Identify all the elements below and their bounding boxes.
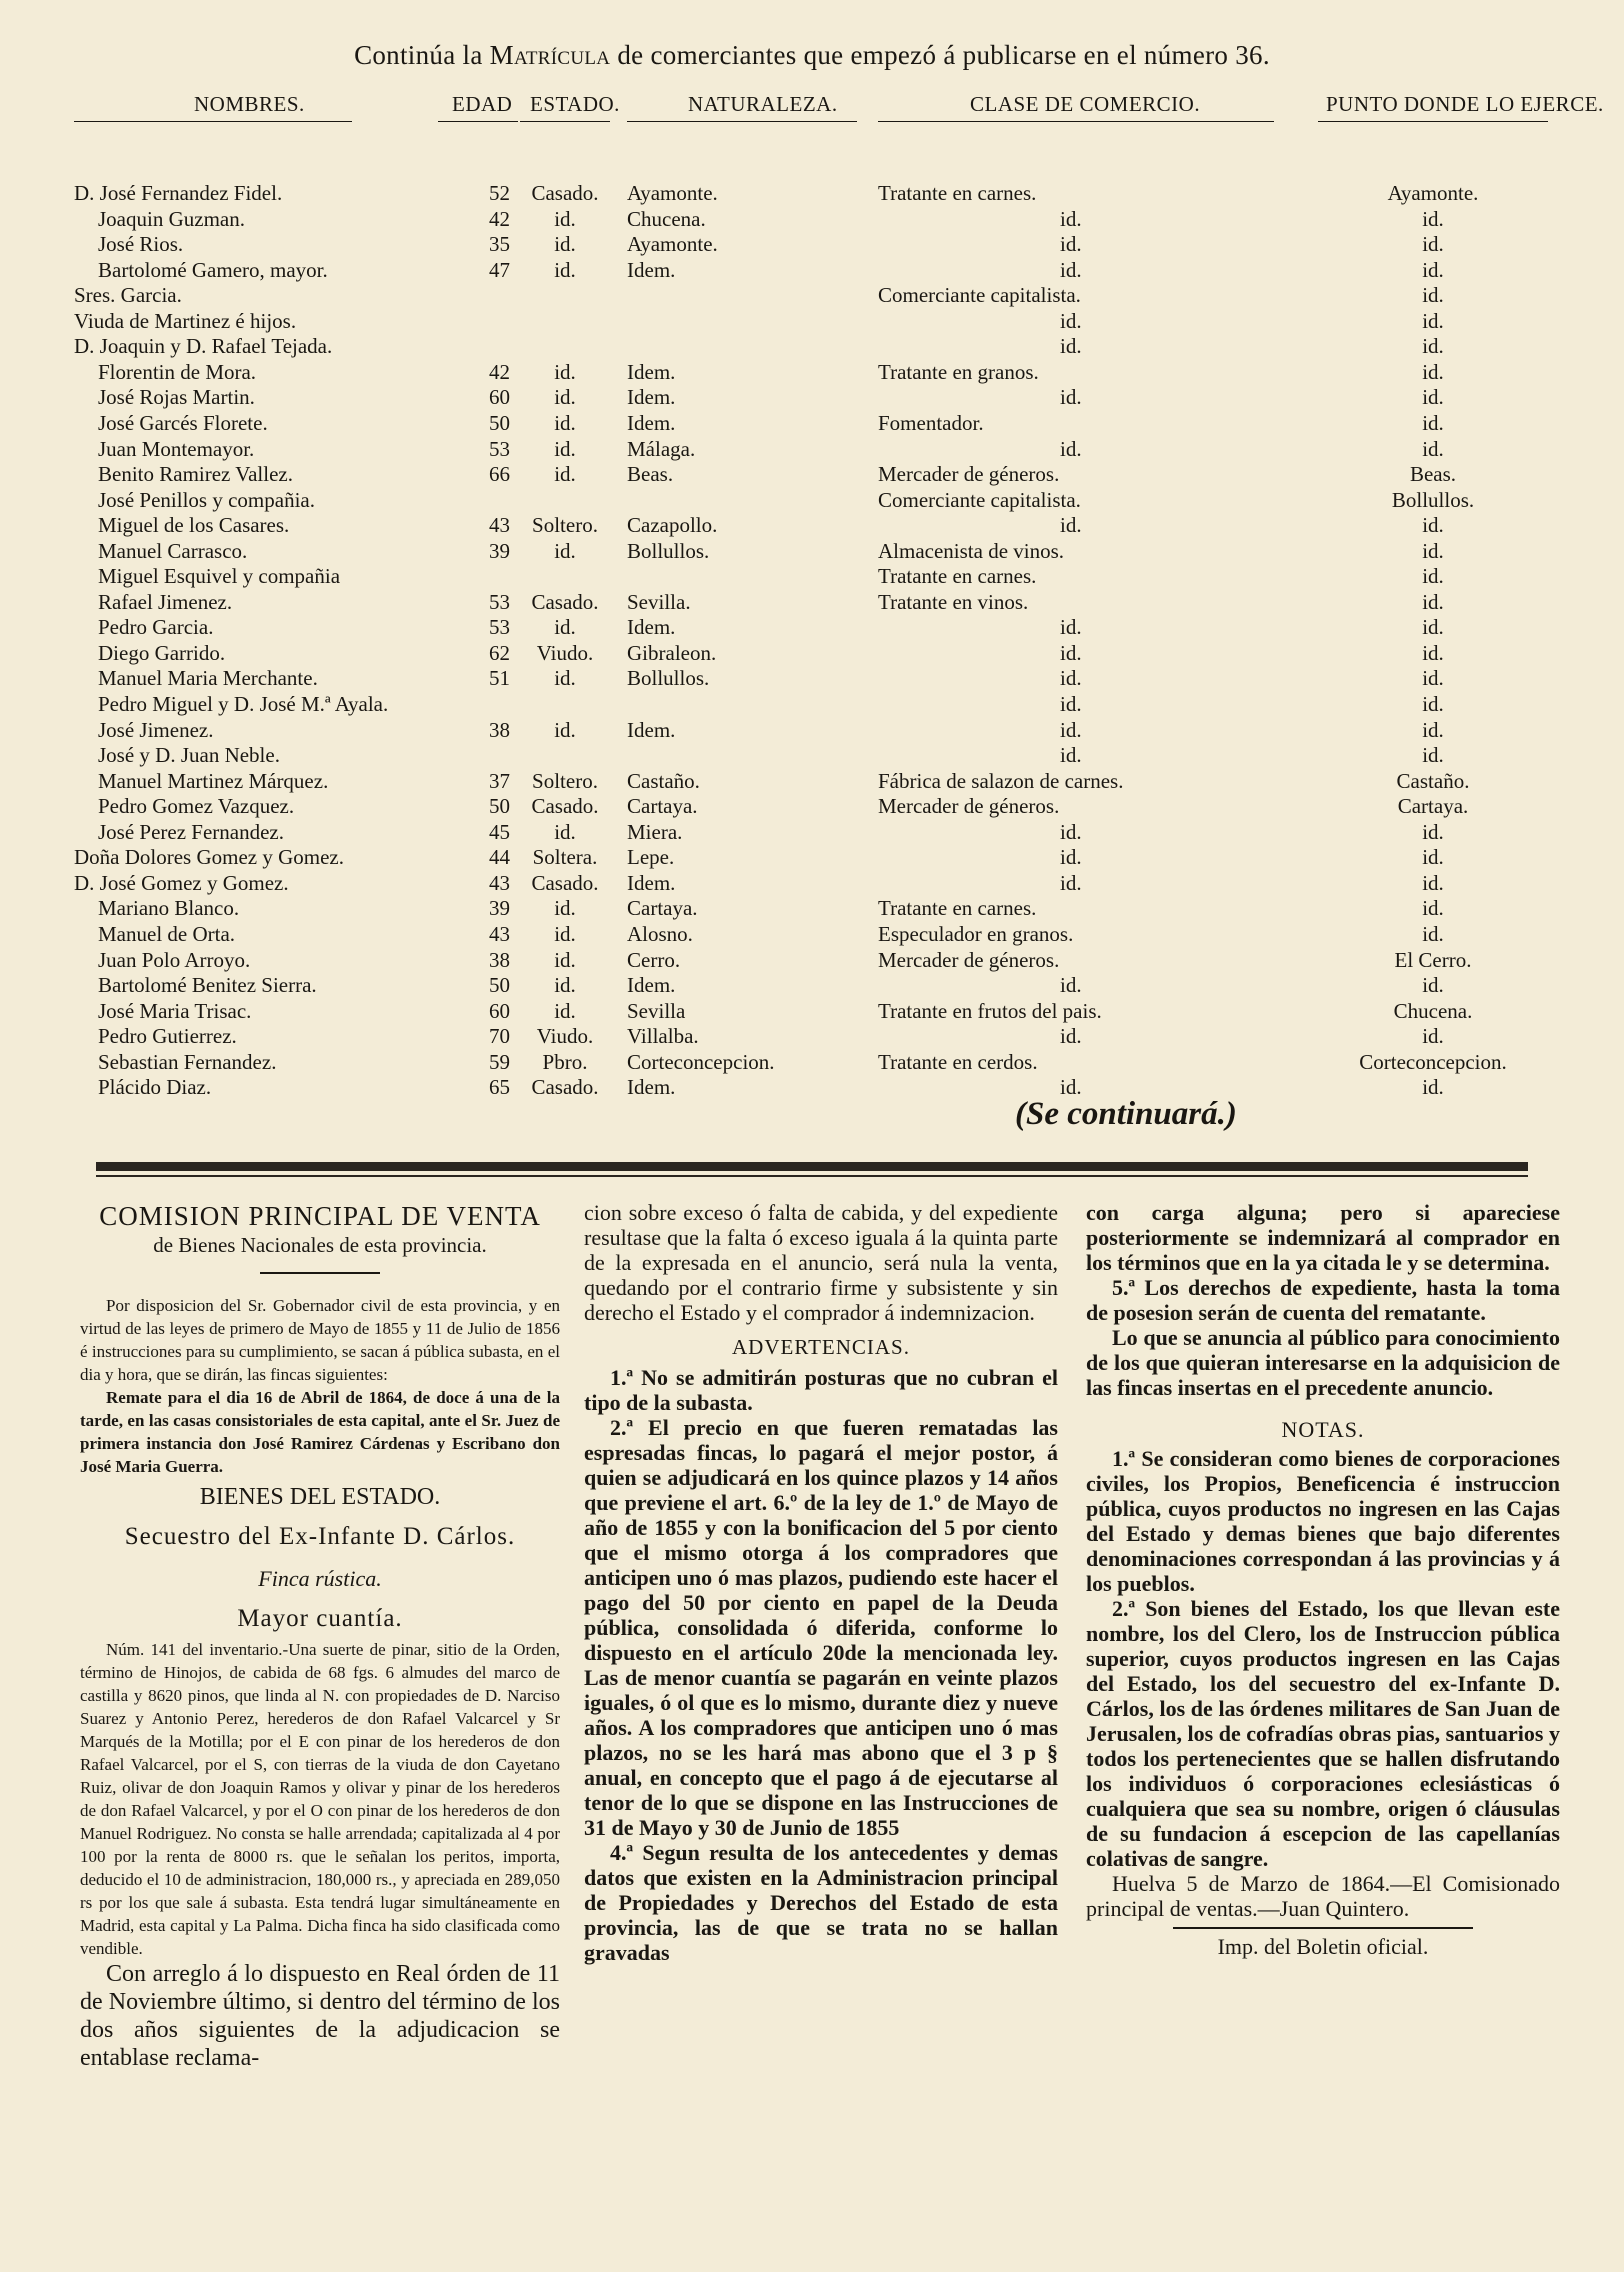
- table-row: [0, 895, 1624, 921]
- cell-naturaleza: Ayamonte.: [627, 232, 718, 256]
- cell-punto: id.: [1422, 820, 1444, 844]
- cell-edad: 42: [489, 360, 510, 384]
- cell-nombre: Pedro Miguel y D. José M.ª Ayala.: [98, 692, 389, 716]
- cell-nombre: Miguel Esquivel y compañia: [98, 564, 341, 588]
- cell-edad: 39: [489, 539, 510, 563]
- table-row: [0, 538, 1624, 564]
- cell-nombre: Manuel Carrasco.: [98, 539, 248, 563]
- cell-edad: 66: [489, 462, 510, 486]
- cell-naturaleza: Málaga.: [627, 437, 696, 461]
- cell-clase: id.: [1060, 615, 1082, 639]
- table-row: [0, 180, 1624, 206]
- cell-estado: Soltero.: [532, 769, 598, 793]
- table-row: [0, 640, 1624, 666]
- cell-nombre: Doña Dolores Gomez y Gomez.: [74, 845, 345, 869]
- cell-estado: id.: [554, 666, 576, 690]
- cell-nombre: Bartolomé Gamero, mayor.: [98, 258, 328, 282]
- cell-edad: 52: [489, 181, 510, 205]
- cell-edad: 37: [489, 769, 510, 793]
- cell-clase: id.: [1060, 334, 1082, 358]
- cell-clase: id.: [1060, 666, 1082, 690]
- cell-edad: 43: [489, 871, 510, 895]
- cell-clase: Comerciante capitalista.: [878, 283, 1081, 307]
- header-clase: CLASE DE COMERCIO.: [970, 92, 1201, 116]
- cell-edad: 62: [489, 641, 510, 665]
- cell-edad: 39: [489, 896, 510, 920]
- cell-edad: 65: [489, 1075, 510, 1099]
- cell-naturaleza: Corteconcepcion.: [627, 1050, 775, 1074]
- table-row: [0, 870, 1624, 896]
- cell-naturaleza: Miera.: [627, 820, 683, 844]
- cell-clase: Tratante en carnes.: [878, 896, 1037, 920]
- cell-edad: 53: [489, 590, 510, 614]
- table-row: [0, 1074, 1624, 1100]
- cell-clase: id.: [1060, 871, 1082, 895]
- cell-punto: id.: [1422, 360, 1444, 384]
- cell-clase: Almacenista de vinos.: [878, 539, 1065, 563]
- cell-estado: id.: [554, 948, 576, 972]
- cell-punto: id.: [1422, 666, 1444, 690]
- cell-punto: id.: [1422, 411, 1444, 435]
- cell-clase: Mercader de géneros.: [878, 462, 1060, 486]
- cell-clase: id.: [1060, 1075, 1082, 1099]
- table-row: [0, 512, 1624, 538]
- cell-clase: id.: [1060, 743, 1082, 767]
- table-row: [0, 717, 1624, 743]
- page-title: Continúa la Matrícula de comerciantes que empezó á publicarse en el número 36.: [354, 40, 1270, 70]
- cell-punto: id.: [1422, 539, 1444, 563]
- header-nombres: NOMBRES.: [194, 92, 305, 116]
- cell-clase: id.: [1060, 385, 1082, 409]
- cell-estado: Pbro.: [542, 1050, 588, 1074]
- cell-naturaleza: Cazapollo.: [627, 513, 718, 537]
- cell-punto: id.: [1422, 692, 1444, 716]
- cell-estado: Casado.: [531, 181, 599, 205]
- table-row: [0, 257, 1624, 283]
- remate-paragraph: Remate para el dia 16 de Abril de 1864, de doce á una de la tarde, en las casas consistoriales de esta capital, ante el Sr. Juez de primera instancia don José Ramirez Cárdenas y Escribano don José Maria Guerra.: [80, 1388, 560, 1476]
- cell-nombre: Bartolomé Benitez Sierra.: [98, 973, 317, 997]
- cell-naturaleza: Idem.: [627, 258, 676, 282]
- cell-naturaleza: Alosno.: [627, 922, 693, 946]
- cell-naturaleza: Chucena.: [627, 207, 706, 231]
- cell-nombre: Pedro Garcia.: [98, 615, 214, 639]
- table-row: [0, 206, 1624, 232]
- cell-clase: id.: [1060, 845, 1082, 869]
- cell-estado: Casado.: [531, 794, 599, 818]
- cell-punto: id.: [1422, 1024, 1444, 1048]
- cell-estado: id.: [554, 385, 576, 409]
- cell-naturaleza: Idem.: [627, 973, 676, 997]
- header-edad: EDAD: [452, 92, 513, 116]
- cell-punto: id.: [1422, 1075, 1444, 1099]
- column-left: [80, 1200, 560, 2072]
- cell-punto: id.: [1422, 334, 1444, 358]
- cell-clase: id.: [1060, 718, 1082, 742]
- cell-punto: id.: [1422, 207, 1444, 231]
- cell-naturaleza: Lepe.: [627, 845, 675, 869]
- cell-punto: id.: [1422, 309, 1444, 333]
- cell-punto: Castaño.: [1396, 769, 1470, 793]
- cell-estado: id.: [554, 718, 576, 742]
- cell-clase: Especulador en granos.: [878, 922, 1074, 946]
- signature-date: Huelva 5 de Marzo de 1864.—El Comisionado principal de ventas.—Juan Quintero.: [1086, 1871, 1560, 1921]
- table-row: [0, 947, 1624, 973]
- table-row: [0, 589, 1624, 615]
- cell-estado: Viudo.: [536, 641, 594, 665]
- cell-punto: id.: [1422, 718, 1444, 742]
- nota-1: 1.ª Se consideran como bienes de corporaciones civiles, los Propios, Beneficencia é instruccion pública, cuyos productos no ingresen en las Cajas del Estado y demas bienes que bajo diferentes denominaciones correspondan á las provincias y á los pueblos.: [1086, 1446, 1560, 1596]
- cell-estado: Casado.: [531, 590, 599, 614]
- header-naturaleza: NATURALEZA.: [688, 92, 838, 116]
- cell-nombre: Sebastian Fernandez.: [98, 1050, 277, 1074]
- cell-nombre: Florentin de Mora.: [98, 360, 257, 384]
- cell-naturaleza: Idem.: [627, 871, 676, 895]
- arreglo-paragraph: Con arreglo á lo dispuesto en Real órden de 11 de Noviembre último, si dentro del término de los dos años siguientes de la adjudicacion se entablase reclama-: [80, 1961, 560, 2071]
- cell-edad: 38: [489, 948, 510, 972]
- cell-estado: Casado.: [531, 1075, 599, 1099]
- table-row: [0, 742, 1624, 768]
- cell-nombre: José Jimenez.: [98, 718, 214, 742]
- cell-clase: id.: [1060, 258, 1082, 282]
- cell-estado: id.: [554, 437, 576, 461]
- cell-punto: id.: [1422, 283, 1444, 307]
- notas-heading: NOTAS.: [1281, 1417, 1365, 1442]
- cell-nombre: D. José Gomez y Gomez.: [74, 871, 289, 895]
- header-rule: [627, 121, 857, 122]
- cell-estado: id.: [554, 973, 576, 997]
- table-row: [0, 461, 1624, 487]
- cell-clase: Comerciante capitalista.: [878, 488, 1081, 512]
- cell-punto: id.: [1422, 922, 1444, 946]
- table-row: [0, 1023, 1624, 1049]
- cell-punto: Cartaya.: [1397, 794, 1469, 818]
- cell-nombre: Benito Ramirez Vallez.: [98, 462, 293, 486]
- cell-naturaleza: Idem.: [627, 411, 676, 435]
- cell-edad: 50: [489, 411, 510, 435]
- cell-punto: id.: [1422, 743, 1444, 767]
- cell-naturaleza: Sevilla: [627, 999, 686, 1023]
- cuantia-heading: Mayor cuantía.: [237, 1605, 403, 1632]
- table-row: [0, 819, 1624, 845]
- cell-punto: id.: [1422, 845, 1444, 869]
- table-row: [0, 563, 1624, 589]
- cell-naturaleza: Idem.: [627, 1075, 676, 1099]
- advertencia-4: 4.ª Segun resulta de los antecedentes y demas datos que existen en la Administracion principal de Propiedades y Derechos del Estado de esta provincia, las de que se trata no se hallan gravadas: [584, 1840, 1058, 1965]
- cell-clase: Mercader de géneros.: [878, 794, 1060, 818]
- cell-clase: id.: [1060, 820, 1082, 844]
- header-rule: [438, 121, 518, 122]
- table-row: [0, 333, 1624, 359]
- cell-punto: Corteconcepcion.: [1359, 1050, 1507, 1074]
- cell-nombre: Sres. Garcia.: [74, 283, 182, 307]
- table-row: [0, 487, 1624, 513]
- cell-edad: 60: [489, 999, 510, 1023]
- cell-nombre: Mariano Blanco.: [98, 896, 240, 920]
- cell-nombre: Pedro Gomez Vazquez.: [98, 794, 295, 818]
- cell-nombre: D. Joaquin y D. Rafael Tejada.: [74, 334, 333, 358]
- cell-nombre: Miguel de los Casares.: [98, 513, 290, 537]
- column-right: [1086, 1200, 1560, 1961]
- cell-estado: id.: [554, 207, 576, 231]
- cell-naturaleza: Idem.: [627, 718, 676, 742]
- cell-punto: Beas.: [1409, 462, 1457, 486]
- cell-naturaleza: Cerro.: [627, 948, 681, 972]
- cell-punto: Bollullos.: [1391, 488, 1475, 512]
- continuation-note: (Se continuará.): [1015, 1096, 1237, 1132]
- cell-edad: 70: [489, 1024, 510, 1048]
- cell-clase: Tratante en carnes.: [878, 564, 1037, 588]
- cell-naturaleza: Idem.: [627, 615, 676, 639]
- cell-clase: Tratante en vinos.: [878, 590, 1029, 614]
- cell-edad: 44: [489, 845, 510, 869]
- cell-edad: 53: [489, 437, 510, 461]
- cell-punto: id.: [1422, 641, 1444, 665]
- cell-nombre: José Maria Trisac.: [98, 999, 252, 1023]
- table-row: [0, 410, 1624, 436]
- cell-naturaleza: Idem.: [627, 385, 676, 409]
- cell-clase: id.: [1060, 513, 1082, 537]
- cell-nombre: Manuel Maria Merchante.: [98, 666, 318, 690]
- cell-clase: id.: [1060, 692, 1082, 716]
- cell-nombre: Diego Garrido.: [98, 641, 226, 665]
- cell-punto: Chucena.: [1393, 999, 1473, 1023]
- cell-clase: Tratante en carnes.: [878, 181, 1037, 205]
- advertencia-5: 5.ª Los derechos de expediente, hasta la toma de posesion serán de cuenta del rematante.: [1086, 1275, 1560, 1325]
- cell-edad: 51: [489, 666, 510, 690]
- divider: [1173, 1927, 1473, 1929]
- cell-estado: id.: [554, 999, 576, 1023]
- cell-naturaleza: Idem.: [627, 360, 676, 384]
- cell-edad: 43: [489, 513, 510, 537]
- table-row: [0, 231, 1624, 257]
- cell-nombre: José Rios.: [98, 232, 184, 256]
- cell-estado: Viudo.: [536, 1024, 594, 1048]
- cell-punto: id.: [1422, 564, 1444, 588]
- cell-estado: id.: [554, 615, 576, 639]
- section-divider: [96, 1162, 1528, 1171]
- cell-nombre: Juan Polo Arroyo.: [98, 948, 251, 972]
- cell-edad: 35: [489, 232, 510, 256]
- cell-nombre: José y D. Juan Neble.: [98, 743, 280, 767]
- section-divider-thin: [96, 1175, 1528, 1177]
- cell-estado: id.: [554, 820, 576, 844]
- table-row: [0, 768, 1624, 794]
- intro-paragraph: Por disposicion del Sr. Gobernador civil de esta provincia, y en virtud de las leyes de primero de Mayo de 1855 y 11 de Julio de 1856 é instrucciones para su cumplimiento, se sacan á pública subasta, en el dia y hora, que se dirán, las fincas siguientes:: [80, 1296, 560, 1384]
- cell-nombre: Juan Montemayor.: [98, 437, 255, 461]
- cell-punto: id.: [1422, 437, 1444, 461]
- cell-clase: Fábrica de salazon de carnes.: [878, 769, 1124, 793]
- header-estado: ESTADO.: [530, 92, 620, 116]
- cell-nombre: José Penillos y compañia.: [98, 488, 315, 512]
- table-row: [0, 691, 1624, 717]
- cell-clase: Mercader de géneros.: [878, 948, 1060, 972]
- table-row: [0, 844, 1624, 870]
- table-row: [0, 665, 1624, 691]
- cell-clase: id.: [1060, 232, 1082, 256]
- nota-2: 2.ª Son bienes del Estado, los que llevan este nombre, los del Clero, los de Instruccion pública superior, cuyos productos ingresen en las Cajas del Estado, los del secuestro del ex-Infante D. Cárlos, los de las órdenes militares de San Juan de Jerusalen, los de cofradías obras pias, santuarios y todos los pertenecientes que se hallen disfrutando los individuos ó corporaciones eclesiásticas ó cualquiera que sea su nombre, origen ó cláusulas de su fundacion á escepcion de las capellanías colativas de sangre.: [1086, 1596, 1560, 1871]
- cell-naturaleza: Sevilla.: [627, 590, 691, 614]
- cell-punto: id.: [1422, 615, 1444, 639]
- cell-nombre: Viuda de Martinez é hijos.: [74, 309, 297, 333]
- advertencia-4-continued: con carga alguna; pero si apareciese posteriormente se indemnizará al comprador en los términos que en la ya citada le y se determina.: [1086, 1200, 1560, 1275]
- cell-punto: Ayamonte.: [1387, 181, 1479, 205]
- cell-naturaleza: Cartaya.: [627, 794, 698, 818]
- cell-punto: id.: [1422, 232, 1444, 256]
- cell-nombre: Joaquin Guzman.: [98, 207, 245, 231]
- table-row: [0, 359, 1624, 385]
- cell-naturaleza: Beas.: [627, 462, 674, 486]
- cell-edad: 38: [489, 718, 510, 742]
- cell-estado: Soltera.: [532, 845, 598, 869]
- cell-clase: id.: [1060, 641, 1082, 665]
- cell-edad: 60: [489, 385, 510, 409]
- cell-clase: id.: [1060, 1024, 1082, 1048]
- cell-naturaleza: Ayamonte.: [627, 181, 718, 205]
- anuncio-paragraph: Lo que se anuncia al público para conocimiento de los que quieran interesarse en la adquisicion de las fincas insertas en el precedente anuncio.: [1086, 1325, 1560, 1400]
- cell-nombre: José Garcés Florete.: [98, 411, 268, 435]
- cell-nombre: D. José Fernandez Fidel.: [74, 181, 283, 205]
- cell-estado: id.: [554, 258, 576, 282]
- table-row: [0, 972, 1624, 998]
- cell-naturaleza: Bollullos.: [627, 666, 710, 690]
- cell-estado: id.: [554, 462, 576, 486]
- header-rule: [74, 121, 352, 122]
- cell-nombre: José Rojas Martin.: [98, 385, 255, 409]
- advertencias-heading: ADVERTENCIAS.: [732, 1335, 910, 1359]
- table-row: [0, 998, 1624, 1024]
- cell-nombre: Rafael Jimenez.: [98, 590, 233, 614]
- cell-punto: El Cerro.: [1394, 948, 1472, 972]
- cell-edad: 50: [489, 973, 510, 997]
- lot-description: Núm. 141 del inventario.-Una suerte de pinar, sitio de la Orden, término de Hinojos, de cabida de 68 fgs. 6 almudes del marco de castilla y 8620 pinos, que linda al N. con propiedades de D. Narciso Suarez y Antonio Perez, herederos de don Rafael Valcarcel y Sr Marqués de la Motilla; por el E con pinar de los herederos de don Rafael Valcarcel, por el S, con tierras de la viuda de don Cayetano Ruiz, olivar de don Joaquin Ramos y olivar y pinar de los herederos de don Rafael Valcarcel, y por el O con pinar de los herederos de don Manuel Rodriguez. No consta se halle arrendada; capitalizada al 4 por 100 por la renta de 8000 rs. que le señalan los peritos, importa, deducido el 10 de administracion, 180,000 rs., y apreciada en 289,050 rs por los que sale á subasta. Esta tendrá lugar simultáneamente en Madrid, esta capital y La Palma. Dicha finca ha sido clasificada como vendible.: [80, 1640, 560, 1958]
- imprenta-line: Imp. del Boletin oficial.: [1217, 1934, 1429, 1959]
- table-row: [0, 384, 1624, 410]
- cell-punto: id.: [1422, 385, 1444, 409]
- cell-estado: id.: [554, 411, 576, 435]
- table-row: [0, 282, 1624, 308]
- secuestro-heading: Secuestro del Ex-Infante D. Cárlos.: [124, 1523, 516, 1550]
- cell-punto: id.: [1422, 590, 1444, 614]
- cell-edad: 59: [489, 1050, 510, 1074]
- header-rule: [1318, 121, 1548, 122]
- cell-punto: id.: [1422, 973, 1444, 997]
- table-row: [0, 614, 1624, 640]
- advertencia-2: 2.ª El precio en que fueren rematadas las espresadas fincas, lo pagará el mejor postor, á quien se adjudicará en los quince plazos y 14 años que previene el art. 6.º de la ley de 1.º de Mayo de año de 1855 y con la bonificacion del 5 por ciento que el mismo otorga á los compradores que anticipen uno ó mas plazos, pudiendo este hacer el pago del 50 por ciento en papel de la Deuda pública, consolidada ó diferida, conforme lo dispuesto en el artículo 20de la mencionada ley. Las de menor cuantía se pagarán en veinte plazos iguales, ó ol que es lo mismo, durante diez y nueve años. A los compradores que anticipen uno ó mas plazos, no se les hará mas abono que el 3 p § anual, en concepto que el pago á de ejecutarse al tenor de lo que se dispone en las Instrucciones de 31 de Mayo y 30 de Junio de 1855: [584, 1415, 1058, 1840]
- cell-punto: id.: [1422, 513, 1444, 537]
- comision-title: COMISION PRINCIPAL DE VENTA: [99, 1201, 541, 1231]
- advertencia-1: 1.ª No se admitirán posturas que no cubran el tipo de la subasta.: [584, 1365, 1058, 1415]
- cell-clase: id.: [1060, 973, 1082, 997]
- table-row: [0, 793, 1624, 819]
- cell-edad: 47: [489, 258, 510, 282]
- cell-naturaleza: Castaño.: [627, 769, 700, 793]
- arreglo-continued: cion sobre exceso ó falta de cabida, y del expediente resultase que la falta ó exceso iguala á la quinta parte de la expresada en el anuncio, será nula la venta, quedando por el contrario firme y subsistente y sin derecho el Estado y el comprador á indemnizacion.: [584, 1200, 1058, 1325]
- cell-estado: id.: [554, 896, 576, 920]
- cell-clase: Tratante en frutos del pais.: [878, 999, 1102, 1023]
- cell-edad: 42: [489, 207, 510, 231]
- finca-heading: Finca rústica.: [258, 1566, 382, 1591]
- bienes-heading: BIENES DEL ESTADO.: [199, 1484, 441, 1510]
- cell-nombre: José Perez Fernandez.: [98, 820, 285, 844]
- cell-nombre: Manuel de Orta.: [98, 922, 236, 946]
- cell-clase: Fomentador.: [878, 411, 984, 435]
- cell-naturaleza: Villalba.: [627, 1024, 699, 1048]
- cell-edad: 53: [489, 615, 510, 639]
- cell-naturaleza: Gibraleon.: [627, 641, 717, 665]
- cell-estado: id.: [554, 360, 576, 384]
- cell-estado: id.: [554, 232, 576, 256]
- cell-punto: id.: [1422, 258, 1444, 282]
- header-rule: [878, 121, 1274, 122]
- cell-clase: Tratante en granos.: [878, 360, 1039, 384]
- cell-edad: 50: [489, 794, 510, 818]
- cell-clase: Tratante en cerdos.: [878, 1050, 1038, 1074]
- cell-estado: Casado.: [531, 871, 599, 895]
- cell-clase: id.: [1060, 309, 1082, 333]
- cell-estado: id.: [554, 922, 576, 946]
- divider: [260, 1272, 380, 1274]
- cell-estado: Soltero.: [532, 513, 598, 537]
- header-rule: [520, 121, 610, 122]
- table-row: [0, 921, 1624, 947]
- cell-punto: id.: [1422, 871, 1444, 895]
- comision-subtitle: de Bienes Nacionales de esta provincia.: [153, 1233, 487, 1257]
- header-punto: PUNTO DONDE LO EJERCE.: [1326, 92, 1604, 116]
- table-row: [0, 436, 1624, 462]
- cell-naturaleza: Cartaya.: [627, 896, 698, 920]
- column-middle: [584, 1200, 1058, 1965]
- cell-nombre: Manuel Martinez Márquez.: [98, 769, 329, 793]
- cell-nombre: Pedro Gutierrez.: [98, 1024, 237, 1048]
- cell-edad: 45: [489, 820, 510, 844]
- cell-clase: id.: [1060, 207, 1082, 231]
- table-row: [0, 308, 1624, 334]
- table-row: [0, 1049, 1624, 1075]
- cell-estado: id.: [554, 539, 576, 563]
- cell-punto: id.: [1422, 896, 1444, 920]
- cell-clase: id.: [1060, 437, 1082, 461]
- cell-edad: 43: [489, 922, 510, 946]
- cell-nombre: Plácido Diaz.: [98, 1075, 212, 1099]
- cell-naturaleza: Bollullos.: [627, 539, 710, 563]
